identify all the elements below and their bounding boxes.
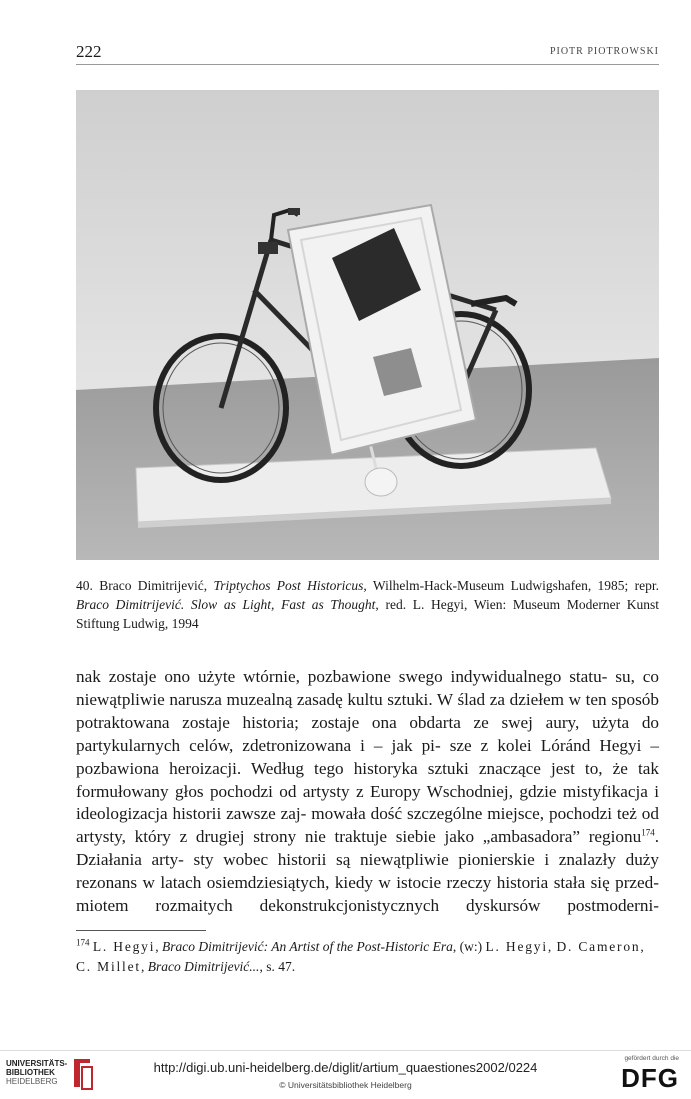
dfg-logo[interactable]: DFG [621,1063,679,1093]
text-line: sztuki znaczące jest to, że tak formułowany głos pochodzi od artysty z [76,758,659,801]
text-line: sty wobec historii są niewątpliwie pionierskie i znalazły duży rezonans [76,850,660,893]
footnote-authors: D. Cameron, C. Millet [76,939,646,974]
body-paragraph [76,666,659,918]
caption-text: 40. Braco Dimitrijević, [76,578,214,593]
digitization-footer [0,1050,691,1099]
footnote-divider [76,930,206,931]
text-line: nak zostaje ono użyte wtórnie, pozbawione swego indywidualnego statu- [76,667,608,686]
text-line: strony nie traktuje siebie jako „ambasadora” regionu [253,827,642,847]
text-line: sze z kolei Lóránd Hegyi – pozbawiona heroizacji. Według tego historyka [76,735,660,778]
footnote-number: 174 [76,937,90,948]
footnote [76,937,659,976]
footnote-title: Braco Dimitrijević... [147,958,260,974]
running-head: PIOTR PIOTROWSKI [549,46,659,57]
caption-book-title: Braco Dimitrijević. Slow as Light, Fast as Thought [76,597,376,612]
text-line: . Działania arty- [76,827,660,870]
text-line: ze swej aury, użyta do partykularnych celów, zdetronizowana i – jak pi- [76,712,660,755]
logo-text: HEIDELBERG [6,1077,58,1086]
text-line: dziełem w ten sposób potraktowana zostaje historia; zostaje ona obdarta [76,689,659,732]
footnote-author: L. Hegyi, [485,939,554,954]
figure-caption [76,576,659,633]
page-number: 222 [76,42,102,61]
text-line: miotem rozmaitych dekonstrukcjonistycznych dyskursów postmoderni- [76,896,659,916]
caption-text: , Wilhelm-Hack-Museum Ludwigshafen, 1985; repr. [363,578,660,593]
footnote-separator: , [140,958,148,974]
source-url-link[interactable]: http://digi.ub.uni-heidelberg.de/diglit/artium_quaestiones2002/0224 [153,1060,538,1075]
copyright-notice: © Universitätsbibliothek Heidelberg [279,1080,412,1090]
logo-text: UNIVERSITÄTS- [6,1059,68,1068]
footnote-reference[interactable]: 174 [641,827,655,838]
footnote-author: L. Hegyi [92,939,156,954]
footnote-text: , (w:) [452,939,486,954]
text-line: su, co niewątpliwie narusza muzealną zasadę kultu sztuki. W ślad za [76,667,659,709]
funding-label: gefördert durch die [624,1055,679,1062]
bicycle-artwork-image [76,90,659,560]
caption-artwork-title: Triptychos Post Historicus [213,578,364,593]
footnote-separator: , [155,939,163,954]
caption-text: , red. L. Hegyi, Wien: Museum Moderner Kunst Stiftung Ludwig, 1994 [76,597,659,631]
footnote-title: Braco Dimitrijević: An Artist of the Post-Historic Era [162,939,453,954]
page-header [76,42,659,65]
artwork-photograph [76,90,659,560]
footnote-page: , s. 47. [259,958,296,974]
text-line: mowała dość szczególne miejsce, pochodzi też od artysty, który z drugiej [76,804,659,847]
text-line: Europy Wschodniej, gdzie mistyfikacja i ideologizacja historii zawsze zaj- [76,781,659,824]
logo-text: BIBLIOTHEK [6,1068,55,1077]
text-line: w latach osiemdziesiątych, kiedy w istocie rzeczy historia stała się przed- [142,873,659,893]
